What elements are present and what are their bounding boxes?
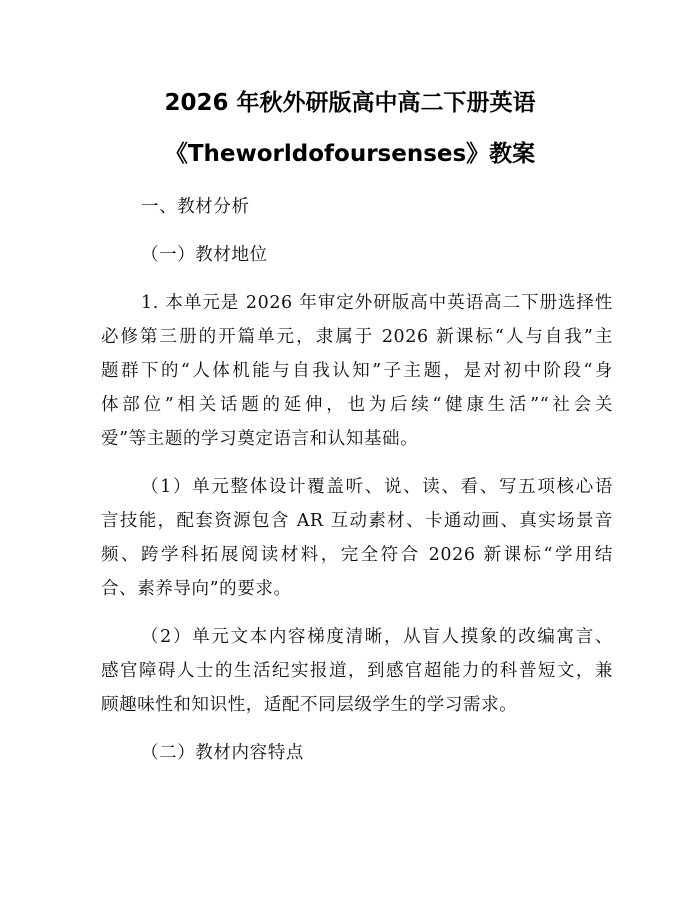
subsection-heading-content-features: （二）教材内容特点 — [141, 743, 304, 763]
paragraph-line: 感官障碍人士的生活纪实报道，到感官超能力的科普短文，兼 — [101, 661, 613, 681]
paragraph-line: 必修第三册的开篇单元，隶属于 2026 新课标“人与自我”主 — [101, 327, 613, 347]
document-title-line-1: 2026 年秋外研版高中高二下册英语 — [164, 90, 536, 116]
paragraph-line: 顾趣味性和知识性，适配不同层级学生的学习需求。 — [101, 695, 518, 715]
paragraph-line: 体部位”相关话题的延伸，也为后续“健康生活”“社会关 — [101, 395, 613, 415]
paragraph-line: 题群下的“人体机能与自我认知”子主题，是对初中阶段“身 — [101, 361, 613, 381]
paragraph-line: 频、跨学科拓展阅读材料，完全符合 2026 新课标“学用结 — [101, 545, 613, 565]
section-heading-textbook-analysis: 一、教材分析 — [141, 197, 250, 217]
document-title-line-2: 《Theworldofoursenses》教案 — [164, 141, 536, 167]
paragraph-line: 合、素养导向”的要求。 — [101, 579, 292, 599]
paragraph-line: 1. 本单元是 2026 年审定外研版高中英语高二下册选择性 — [141, 293, 613, 313]
paragraph-line: 爱”等主题的学习奠定语言和认知基础。 — [101, 429, 419, 449]
paragraph-line: （1）单元整体设计覆盖听、说、读、看、写五项核心语 — [141, 477, 613, 497]
subsection-heading-textbook-status: （一）教材地位 — [141, 245, 268, 265]
paragraph-line: 言技能，配套资源包含 AR 互动素材、卡通动画、真实场景音 — [101, 511, 613, 531]
paragraph-line: （2）单元文本内容梯度清晰，从盲人摸象的改编寓言、 — [141, 627, 613, 647]
